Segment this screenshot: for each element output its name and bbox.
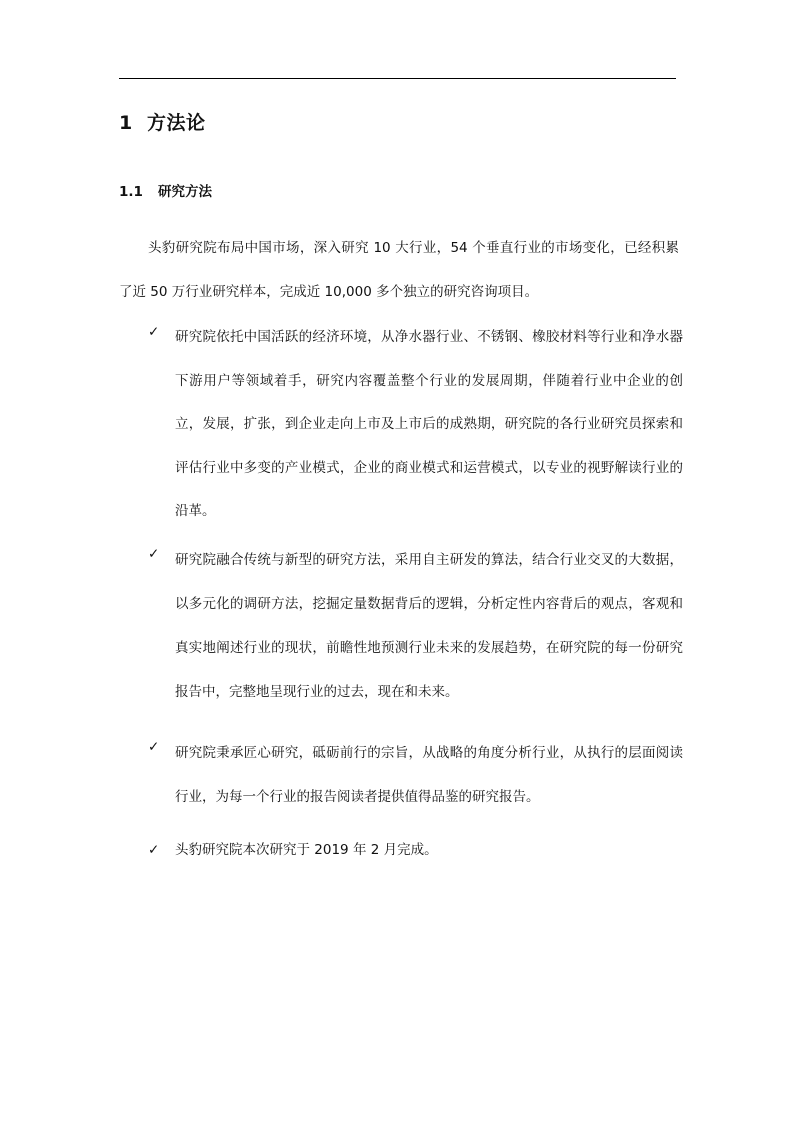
checkmark-icon: ✓ [148,739,160,755]
section-heading [119,108,206,135]
bullet-item [148,316,683,534]
checkmark-icon: ✓ [148,842,160,858]
bullet-item [148,731,683,819]
bullet-text: 研究院融合传统与新型的研究方法，采用自主研发的算法，结合行业交叉的大数据，以多元化的调研方法，挖掘定量数据背后的逻辑，分析定性内容背后的观点，客观和真实地阐述行业的现状，前瞻性地预测行业未来的发展趋势，在研究院的每一份研究报告中，完整地呈现行业的过去，现在和未来。 [175,552,683,700]
subsection-number: 1.1 [119,184,143,200]
bullet-item [148,834,683,867]
section-number: 1 [119,112,133,134]
checkmark-icon: ✓ [148,546,160,562]
bullet-text: 研究院秉承匠心研究，砥砺前行的宗旨，从战略的角度分析行业，从执行的层面阅读行业，为每一个行业的报告阅读者提供值得品鉴的研究报告。 [175,745,683,805]
bullet-item [148,538,683,714]
checkmark-icon: ✓ [148,324,160,340]
header-rule [119,78,676,79]
bullet-text: 头豹研究院本次研究于 2019 年 2 月完成。 [175,842,438,858]
bullet-text: 研究院依托中国活跃的经济环境，从净水器行业、不锈钢、橡胶材料等行业和净水器下游用户等领域着手，研究内容覆盖整个行业的发展周期，伴随着行业中企业的创立，发展，扩张，到企业走向上市及上市后的成熟期，研究院的各行业研究员探索和评估行业中多变的产业模式，企业的商业模式和运营模式，以专业的视野解读行业的沿革。 [175,329,683,519]
subsection-title: 研究方法 [158,184,212,200]
subsection-heading [119,180,212,200]
section-title: 方法论 [147,112,206,134]
intro-paragraph: 头豹研究院布局中国市场，深入研究 10 大行业，54 个垂直行业的市场变化，已经积累了近 50 万行业研究样本，完成近 10,000 多个独立的研究咨询项目。 [119,240,679,300]
